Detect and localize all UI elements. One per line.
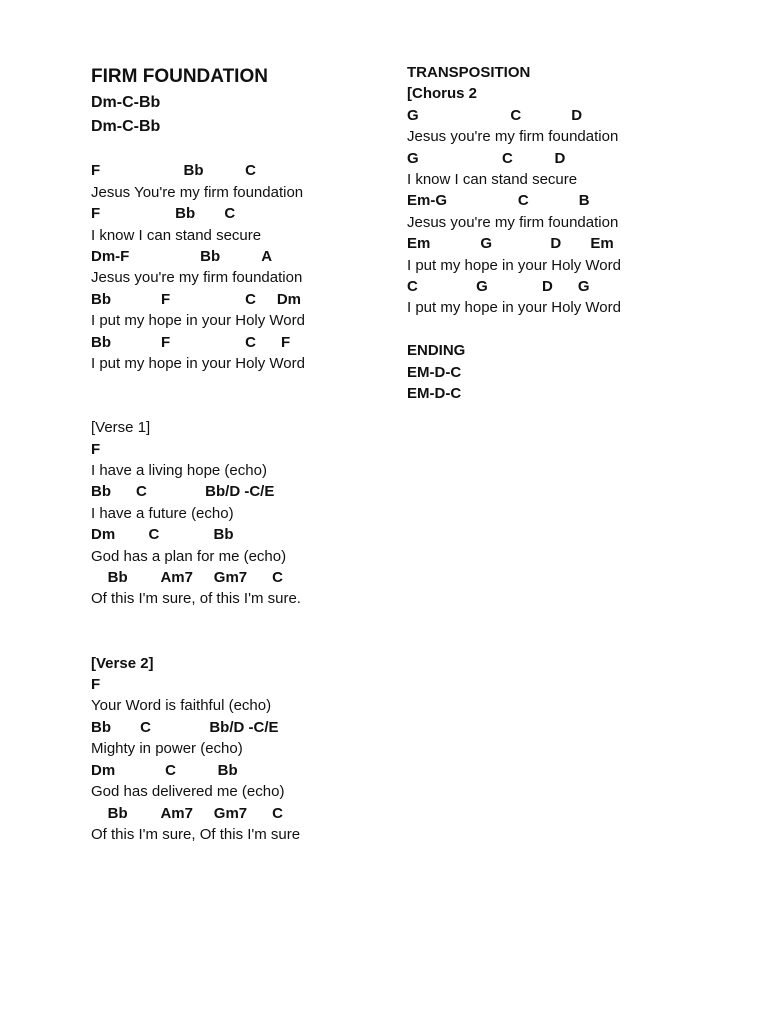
chorus2-lyric-2: I know I can stand secure — [407, 171, 578, 189]
chorus2-label: [Chorus 2 — [407, 85, 478, 103]
ending-heading: ENDING — [407, 342, 466, 360]
verse1-chords-1: F — [91, 440, 101, 458]
verse1-lyric-1: I have a living hope (echo) — [91, 462, 267, 480]
verse2-lyric-4: Of this I'm sure, Of this I'm sure — [91, 825, 301, 843]
chorus-chords-4: Bb F C Dm — [91, 290, 302, 308]
chorus-chords-2: F Bb C — [91, 205, 236, 223]
verse2-chords-4: Bb Am7 Gm7 C — [91, 804, 283, 822]
chorus2-lyric-3: Jesus you're my firm foundation — [407, 213, 619, 231]
verse2-chords-1: F — [91, 676, 101, 694]
chorus-lyric-4: I put my hope in your Holy Word — [91, 312, 305, 330]
chorus2-chords-1: G C D — [407, 106, 583, 124]
chorus-lyric-1: Jesus You're my firm foundation — [91, 183, 304, 201]
verse2-lyric-3: God has delivered me (echo) — [91, 783, 285, 801]
intro-line-1: Dm-C-Bb — [91, 94, 161, 111]
verse1-chords-4: Bb Am7 Gm7 C — [91, 569, 283, 587]
chorus2-chords-5: C G D G — [407, 278, 590, 296]
ending-line-2: EM-D-C — [407, 385, 462, 403]
left-column — [91, 62, 391, 845]
verse2-chords-3: Dm C Bb — [91, 761, 238, 779]
chorus-chords-1: F Bb C — [91, 162, 257, 180]
verse2-chords-2: Bb C Bb/D -C/E — [91, 718, 279, 736]
right-column — [407, 62, 737, 404]
verse1-lyric-2: I have a future (echo) — [91, 504, 234, 522]
verse1-chords-2: Bb C Bb/D -C/E — [91, 483, 275, 501]
verse1-lyric-4: Of this I'm sure, of this I'm sure. — [91, 590, 301, 608]
chorus2-chords-2: G C D — [407, 149, 566, 167]
song-title: FIRM FOUNDATION — [91, 66, 268, 87]
chorus-lyric-5: I put my hope in your Holy Word — [91, 355, 305, 373]
verse1-lyric-3: God has a plan for me (echo) — [91, 547, 287, 565]
chorus2-chords-4: Em G D Em — [407, 235, 614, 253]
chorus2-chords-3: Em-G C B — [407, 192, 590, 210]
chorus-lyric-3: Jesus you're my firm foundation — [91, 269, 303, 287]
verse2-lyric-2: Mighty in power (echo) — [91, 740, 243, 758]
verse2-lyric-1: Your Word is faithful (echo) — [91, 697, 272, 715]
chorus-lyric-2: I know I can stand secure — [91, 226, 262, 244]
verse1-label: [Verse 1] — [91, 419, 151, 437]
chorus-chords-5: Bb F C F — [91, 333, 291, 351]
chorus-chords-3: Dm-F Bb A — [91, 248, 273, 266]
chorus2-lyric-4: I put my hope in your Holy Word — [407, 256, 621, 274]
verse1-chords-3: Dm C Bb — [91, 526, 234, 544]
intro-line-2: Dm-C-Bb — [91, 118, 161, 135]
transposition-heading: TRANSPOSITION — [407, 64, 531, 81]
ending-line-1: EM-D-C — [407, 363, 462, 381]
chorus2-lyric-1: Jesus you're my firm foundation — [407, 128, 619, 146]
verse2-label: [Verse 2] — [91, 654, 154, 672]
chorus2-lyric-5: I put my hope in your Holy Word — [407, 299, 621, 317]
